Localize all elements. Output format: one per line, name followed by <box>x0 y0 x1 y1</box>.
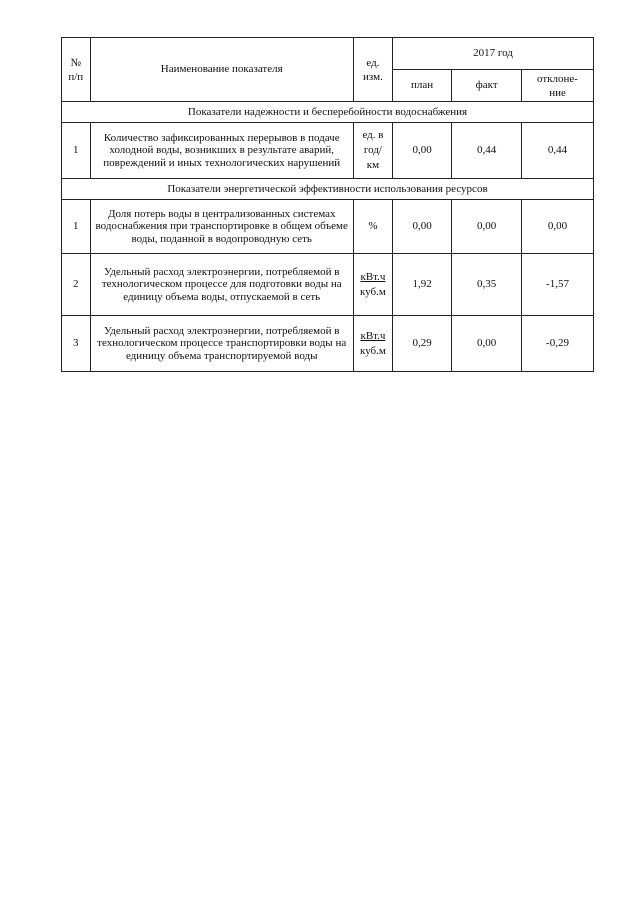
row-name: Количество зафиксированных перерывов в подаче холодной воды, возникших в результате аварий, повреждений и иных технологических нарушений <box>90 123 353 179</box>
header-plan: план <box>393 70 452 102</box>
unit-denominator: куб.м <box>360 344 386 357</box>
table-row <box>62 254 594 316</box>
header-num: № п/п <box>62 38 91 102</box>
row-deviation: -0,29 <box>522 316 594 372</box>
section-title-reliability: Показатели надежности и бесперебойности водоснабжения <box>62 102 594 123</box>
row-name: Доля потерь воды в централизованных системах водоснабжения при транспортировке в общем объеме воды, поданной в водопроводную сеть <box>90 200 353 254</box>
table-row <box>62 123 594 179</box>
table-row <box>62 200 594 254</box>
row-fact: 0,00 <box>452 316 522 372</box>
row-fact: 0,00 <box>452 200 522 254</box>
indicators-table <box>61 37 594 372</box>
row-unit <box>353 254 392 316</box>
row-name: Удельный расход электроэнергии, потребляемой в технологическом процессе транспортировки воды на единицу объема транспортируемой воды <box>90 316 353 372</box>
row-plan: 0,29 <box>393 316 452 372</box>
row-num: 3 <box>62 316 91 372</box>
header-fact: факт <box>452 70 522 102</box>
row-unit: ед. в год/ км <box>353 123 392 179</box>
row-deviation: 0,44 <box>522 123 594 179</box>
row-num: 2 <box>62 254 91 316</box>
table-row <box>62 316 594 372</box>
row-num: 1 <box>62 200 91 254</box>
unit-numerator: кВт.ч <box>360 329 386 342</box>
header-unit: ед. изм. <box>353 38 392 102</box>
row-plan: 1,92 <box>393 254 452 316</box>
row-fact: 0,35 <box>452 254 522 316</box>
section-title-row <box>62 179 594 200</box>
section-title-row <box>62 102 594 123</box>
unit-numerator: кВт.ч <box>360 270 386 283</box>
section-title-energy: Показатели энергетической эффективности использования ресурсов <box>62 179 594 200</box>
header-deviation: отклоне- ние <box>522 70 594 102</box>
row-plan: 0,00 <box>393 200 452 254</box>
row-deviation: 0,00 <box>522 200 594 254</box>
row-plan: 0,00 <box>393 123 452 179</box>
row-fact: 0,44 <box>452 123 522 179</box>
row-deviation: -1,57 <box>522 254 594 316</box>
row-name: Удельный расход электроэнергии, потребляемой в технологическом процессе для подготовки воды на единицу объема воды, отпускаемой в сеть <box>90 254 353 316</box>
row-unit <box>353 316 392 372</box>
header-year: 2017 год <box>393 38 594 70</box>
unit-denominator: куб.м <box>360 285 386 298</box>
row-unit: % <box>353 200 392 254</box>
header-name: Наименование показателя <box>90 38 353 102</box>
header-row <box>62 38 594 70</box>
row-num: 1 <box>62 123 91 179</box>
